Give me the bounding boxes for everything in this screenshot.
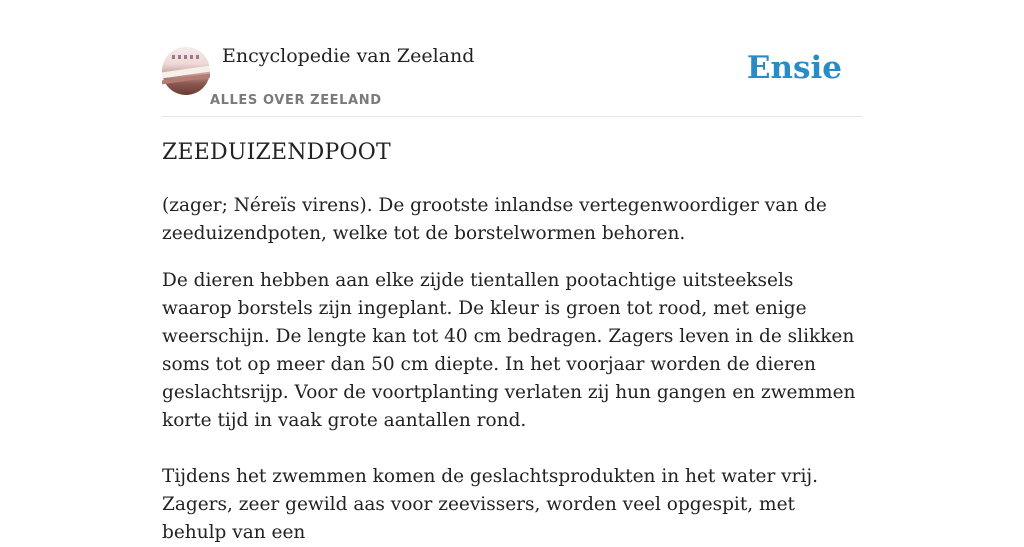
article-title: ZEEDUIZENDPOOT [162, 140, 391, 165]
article-paragraph: De dieren hebben aan elke zijde tientallen pootachtige uitsteeksels waarop borstels zijn ingeplant. De kleur is groen tot rood, met enige weerschijn. De lengte kan tot 40 cm bedragen. Zagers leven in de slikken soms tot op meer dan 50 cm diepte. In het voorjaar worden de dieren geslachtsrijp. Voor de voortplanting verlaten zij hun gangen en zwemmen korte tijd in vaak grote aantallen rond. [162, 270, 856, 431]
site-avatar[interactable] [162, 47, 210, 95]
ensie-logo-link[interactable]: Ensie [746, 50, 842, 86]
site-title[interactable]: Encyclopedie van Zeeland [222, 45, 475, 67]
article-paragraph: (zager; Néreïs virens). De grootste inlandse vertegenwoordiger van de zeeduizendpoten, welke tot de borstelwormen behoren. [162, 195, 827, 244]
site-tagline: ALLES OVER ZEELAND [210, 93, 382, 108]
article-paragraph: Tijdens het zwemmen komen de geslachtsprodukten in het water vrij. Zagers, zeer gewild aas voor zeevissers, worden veel opgespit, met behulp van een [162, 466, 819, 543]
main-container [162, 0, 862, 543]
site-header [162, 0, 862, 117]
avatar-pattern [172, 55, 200, 59]
